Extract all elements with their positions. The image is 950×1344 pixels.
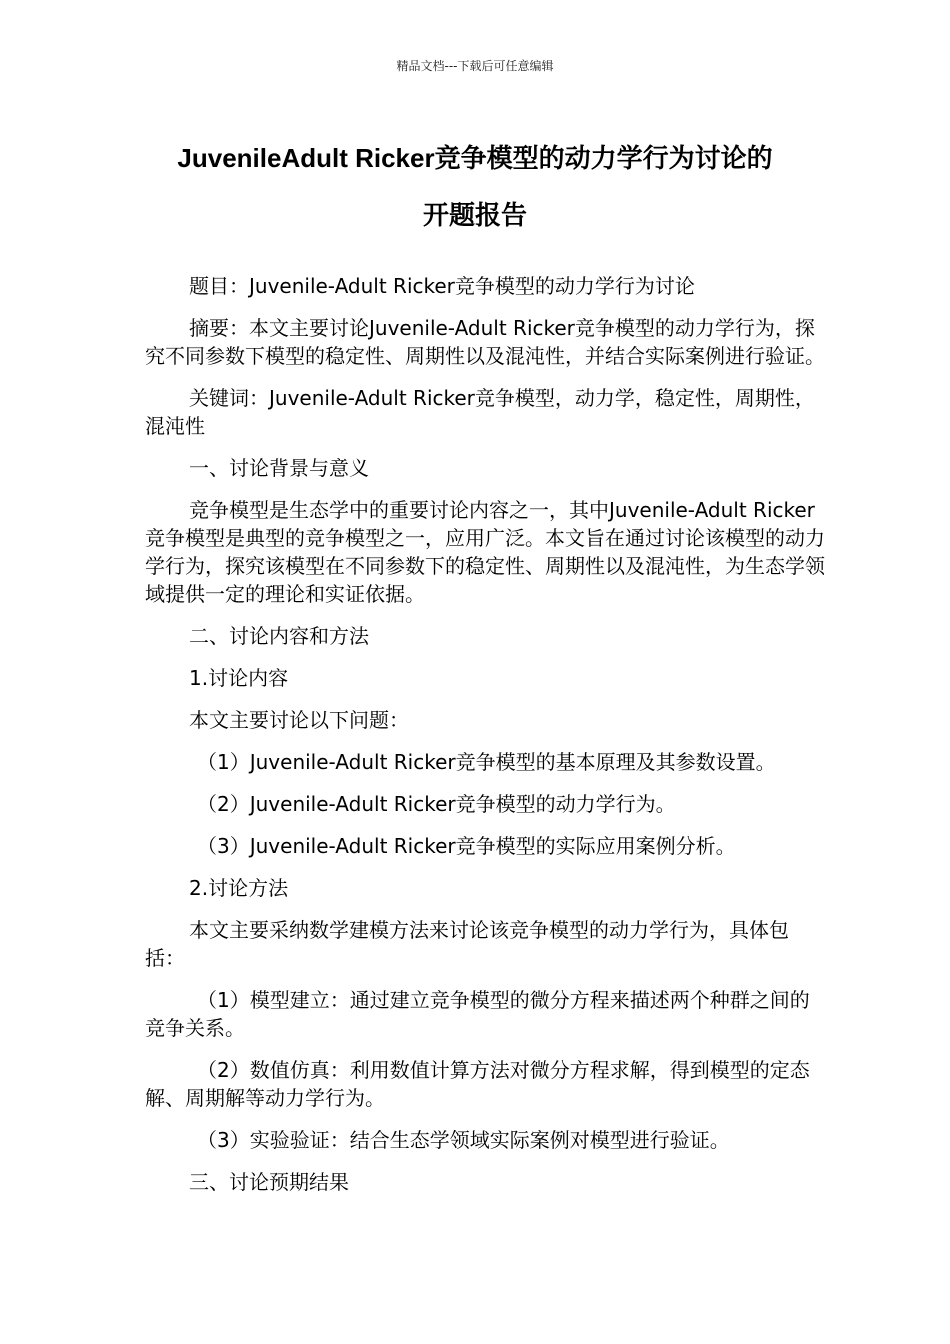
background-paragraph: 竞争模型是生态学中的重要讨论内容之一，其中Juvenile-Adult Ricker竞争模型是典型的竞争模型之一，应用广泛。本文旨在通过讨论该模型的动力学行为，探究该模型在不同参数下的稳定性、周期性以及混沌性，为生态学领域提供一定的理论和实证依据。 [145, 498, 825, 606]
section-heading-content-methods: 二、讨论内容和方法 [189, 624, 369, 648]
section-heading-expected-results: 三、讨论预期结果 [189, 1170, 349, 1194]
content-item-1: （1）Juvenile-Adult Ricker竞争模型的基本原理及其参数设置。 [197, 750, 776, 774]
document-title-line-2: 开题报告 [422, 200, 527, 230]
subheading-methods: 2.讨论方法 [189, 876, 289, 900]
document-title-line-1: JuvenileAdult Ricker竞争模型的动力学行为讨论的 [177, 143, 773, 173]
topic-paragraph: 题目：Juvenile-Adult Ricker竞争模型的动力学行为讨论 [189, 274, 695, 298]
methods-item-2: （2）数值仿真：利用数值计算方法对微分方程求解，得到模型的定态解、周期解等动力学行为。 [145, 1058, 810, 1110]
methods-intro: 本文主要采纳数学建模方法来讨论该竞争模型的动力学行为，具体包括： [145, 918, 789, 970]
content-item-2: （2）Juvenile-Adult Ricker竞争模型的动力学行为。 [197, 792, 676, 816]
subheading-content: 1.讨论内容 [189, 666, 289, 690]
keywords-paragraph: 关键词：Juvenile-Adult Ricker竞争模型，动力学，稳定性，周期性，混沌性 [145, 386, 815, 438]
methods-item-1: （1）模型建立：通过建立竞争模型的微分方程来描述两个种群之间的竞争关系。 [145, 988, 810, 1040]
methods-item-3: （3）实验验证：结合生态学领域实际案例对模型进行验证。 [197, 1128, 730, 1152]
header-note: 精品文档---下载后可任意编辑 [396, 59, 554, 73]
content-item-3: （3）Juvenile-Adult Ricker竞争模型的实际应用案例分析。 [197, 834, 736, 858]
section-heading-background: 一、讨论背景与意义 [189, 456, 369, 480]
document-body [145, 272, 825, 1210]
content-intro: 本文主要讨论以下问题： [189, 708, 409, 732]
abstract-paragraph: 摘要：本文主要讨论Juvenile-Adult Ricker竞争模型的动力学行为，探究不同参数下模型的稳定性、周期性以及混沌性，并结合实际案例进行验证。 [145, 316, 825, 368]
